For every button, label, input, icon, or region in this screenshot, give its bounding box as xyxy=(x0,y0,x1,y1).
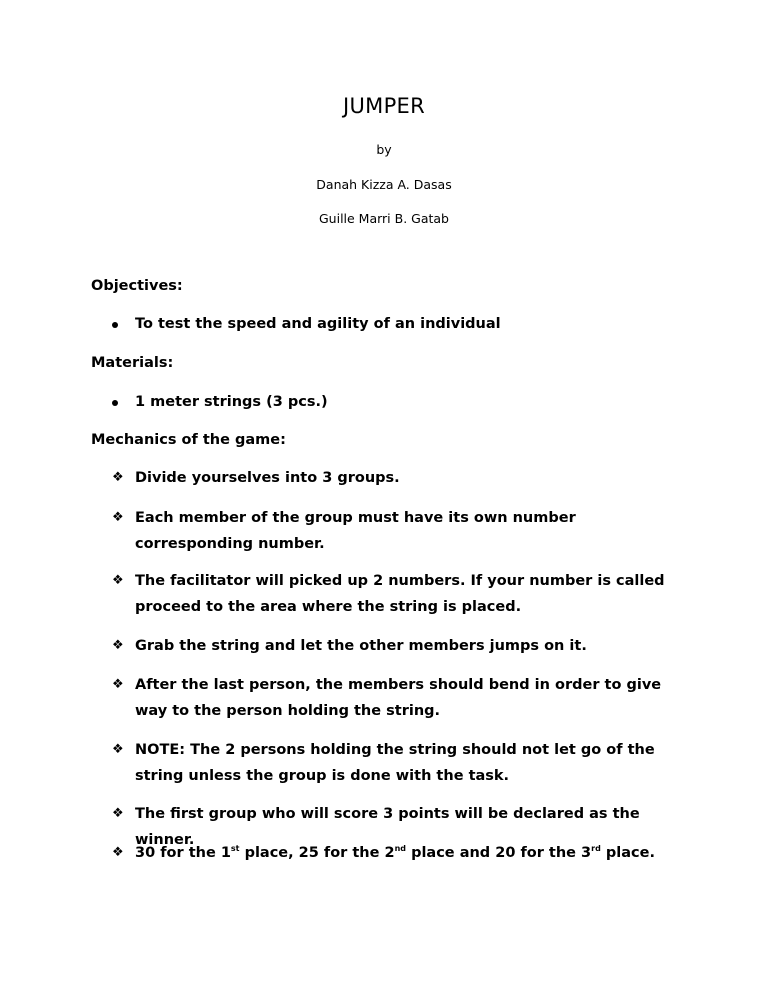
mechanics-text: After the last person, the members should bend in order to give way to the person holding the string. xyxy=(135,677,662,719)
places-sup-2: nd xyxy=(394,844,407,854)
objectives-heading: Objectives: xyxy=(91,278,183,294)
diamond-bullet-icon: ❖ xyxy=(112,470,124,485)
bullet-dot-icon xyxy=(112,400,118,406)
mechanics-item xyxy=(112,633,692,659)
mechanics-text: NOTE: The 2 persons holding the string should not let go of the string unless the group is done with the task. xyxy=(135,742,655,784)
mechanics-text: The first group who will score 3 points will be declared as the winner. xyxy=(135,806,640,848)
places-part-3: place and 20 for the 3 xyxy=(406,845,592,861)
diamond-bullet-icon: ❖ xyxy=(112,677,124,692)
mechanics-item xyxy=(112,568,692,620)
materials-heading: Materials: xyxy=(91,355,174,371)
mechanics-text: Grab the string and let the other members jumps on it. xyxy=(135,638,587,654)
bullet-dot-icon xyxy=(112,322,118,328)
places-sup-1: st xyxy=(230,844,240,854)
diamond-bullet-icon: ❖ xyxy=(112,638,124,653)
mechanics-item xyxy=(112,840,692,866)
byline: by xyxy=(376,142,392,157)
mechanics-text-places xyxy=(135,840,692,866)
diamond-bullet-icon: ❖ xyxy=(112,845,124,860)
mechanics-heading: Mechanics of the game: xyxy=(91,432,286,448)
mechanics-item xyxy=(112,465,692,491)
author-2: Guille Marri B. Gatab xyxy=(318,211,449,226)
mechanics-text: Each member of the group must have its own number corresponding number. xyxy=(135,510,576,552)
diamond-bullet-icon: ❖ xyxy=(112,742,124,757)
places-part-1: 30 for the 1 xyxy=(135,845,231,861)
mechanics-item xyxy=(112,737,692,789)
places-part-4: place. xyxy=(600,845,655,861)
diamond-bullet-icon: ❖ xyxy=(112,806,124,821)
diamond-bullet-icon: ❖ xyxy=(112,510,124,525)
mechanics-item xyxy=(112,672,692,724)
places-part-2: place, 25 for the 2 xyxy=(239,845,395,861)
diamond-bullet-icon: ❖ xyxy=(112,573,124,588)
author-1: Danah Kizza A. Dasas xyxy=(316,177,452,192)
mechanics-item xyxy=(112,505,692,557)
places-sup-3: rd xyxy=(591,844,601,854)
material-text: 1 meter strings (3 pcs.) xyxy=(135,394,328,410)
mechanics-text: The facilitator will picked up 2 numbers. If your number is called proceed to the area where the string is placed. xyxy=(135,573,665,615)
document-title: JUMPER xyxy=(342,94,425,118)
mechanics-text: Divide yourselves into 3 groups. xyxy=(135,470,400,486)
objective-text: To test the speed and agility of an individual xyxy=(135,316,501,332)
